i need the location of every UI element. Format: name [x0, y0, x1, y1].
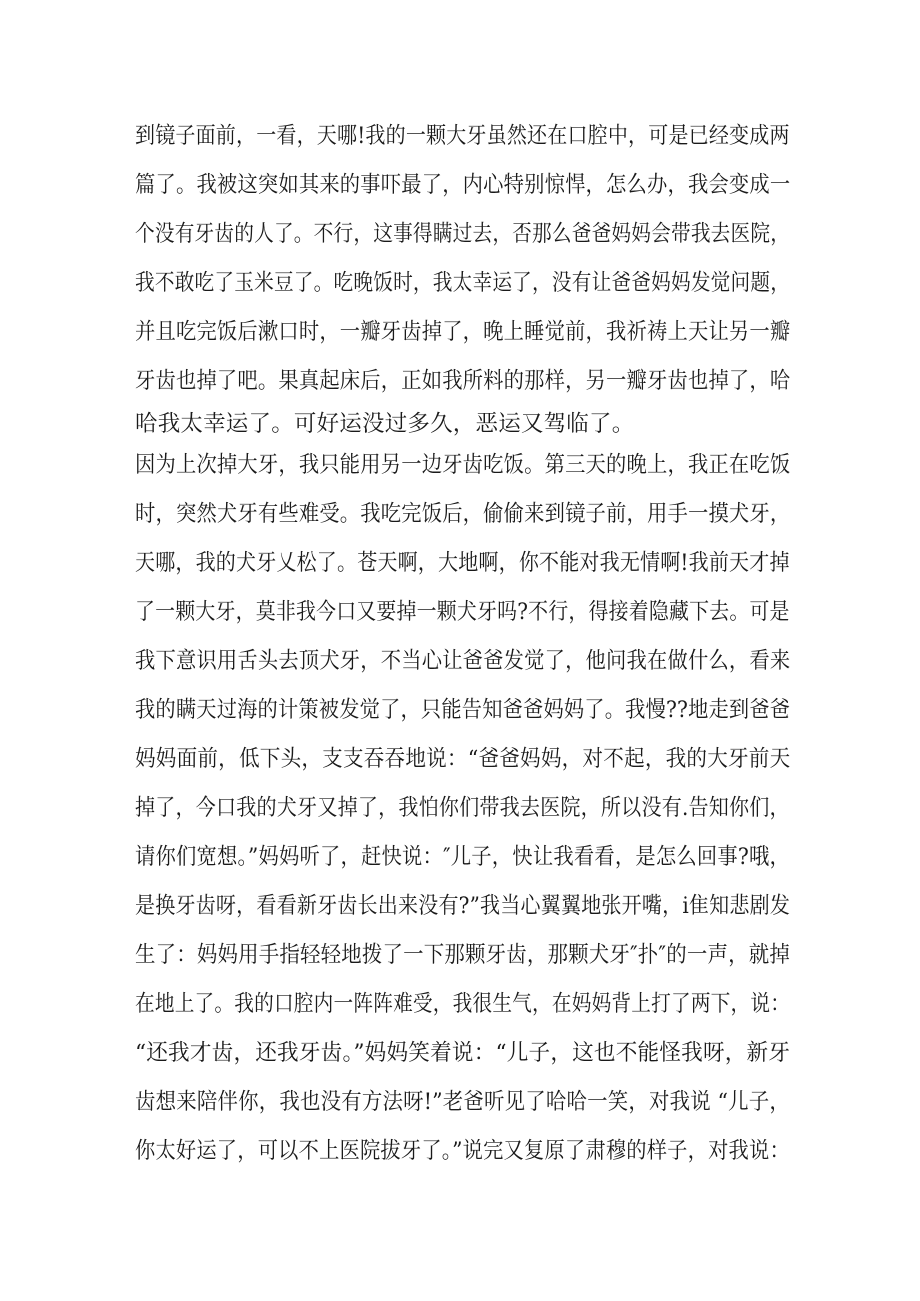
text-line: 个没有牙齿的人了。不行，这事得瞒过去，否那么爸爸妈妈会带我去医院， [135, 221, 791, 247]
text-line: 篇了。我被这突如其来的事吓最了，内心特别惊悍，怎么办，我会变成一 [135, 172, 791, 198]
text-line: 我的瞒天过海的计策被发觉了，只能告知爸爸妈妈了。我慢??地走到爸爸 [135, 697, 791, 723]
text-line: 时，突然犬牙有些难受。我吃完饭后，偷偷来到镜子前，用手一摸犬牙， [135, 501, 791, 527]
text-line: 了一颗大牙，莫非我今口又要掉一颗犬牙吗?不行，得接着隐藏下去。可是 [135, 599, 790, 625]
text-line: 生了：妈妈用手指轻轻地拨了一下那颗牙齿，那颗犬牙″扑″的一声，就掉 [135, 942, 790, 968]
text-line: 到镜子面前，一看，天哪!我的一颗大牙虽然还在口腔中，可是已经变成两 [135, 123, 790, 149]
text-line: 请你们宽想。”妈妈听了，赶快说：″儿子，快让我看看，是怎么回事?哦， [135, 844, 790, 870]
text-line: “还我才齿，还我牙齿。”妈妈笑着说：“儿子，这也不能怪我呀，新牙 [135, 1040, 791, 1066]
text-line: 掉了，今口我的犬牙又掉了，我怕你们带我去医院，所以没有.告知你们， [135, 795, 790, 821]
text-line: 你太好运了，可以不上医院拔牙了。”说完又复原了肃穆的样子，对我说： [135, 1138, 790, 1164]
text-line: 是换牙齿呀，看看新牙齿长出来没有?”我当心翼翼地张开嘴，i隹知悲剧发 [135, 893, 791, 919]
text-line: 妈妈面前，低下头，支支吞吞地说：“爸爸妈妈，对不起，我的大牙前天 [135, 746, 791, 772]
text-line: 齿想来陪伴你，我也没有方法呀!”老爸听见了哈哈一笑，对我说 “儿子， [135, 1089, 791, 1115]
text-line: 并且吃完饭后漱口时，一瓣牙齿掉了，晚上睡觉前，我祈祷上天让另一瓣 [135, 319, 791, 345]
text-line: 在地上了。我的口腔内一阵阵难受，我很生气，在妈妈背上打了两下，说： [135, 991, 791, 1017]
text-line: 天哪，我的犬牙乂松了。苍天啊，大地啊，你不能对我无情啊!我前天才掉 [135, 550, 790, 576]
text-line: 因为上次掉大牙，我只能用另一边牙齿吃饭。第三天的晚上，我正在吃饭 [135, 452, 791, 478]
text-line: 我下意识用舌头去顶犬牙，不当心让爸爸发觉了，他问我在做什么，看来 [135, 648, 791, 674]
text-line: 哈我太幸运了。可好运没过多久，恶运又驾临了。 [135, 411, 635, 437]
text-line: 牙齿也掉了吧。果真起床后，正如我所料的那样，另一瓣牙齿也掉了，哈 [135, 368, 791, 394]
text-line: 我不敢吃了玉米豆了。吃晚饭时，我太幸运了，没有让爸爸妈妈发觉问题， [135, 270, 791, 296]
